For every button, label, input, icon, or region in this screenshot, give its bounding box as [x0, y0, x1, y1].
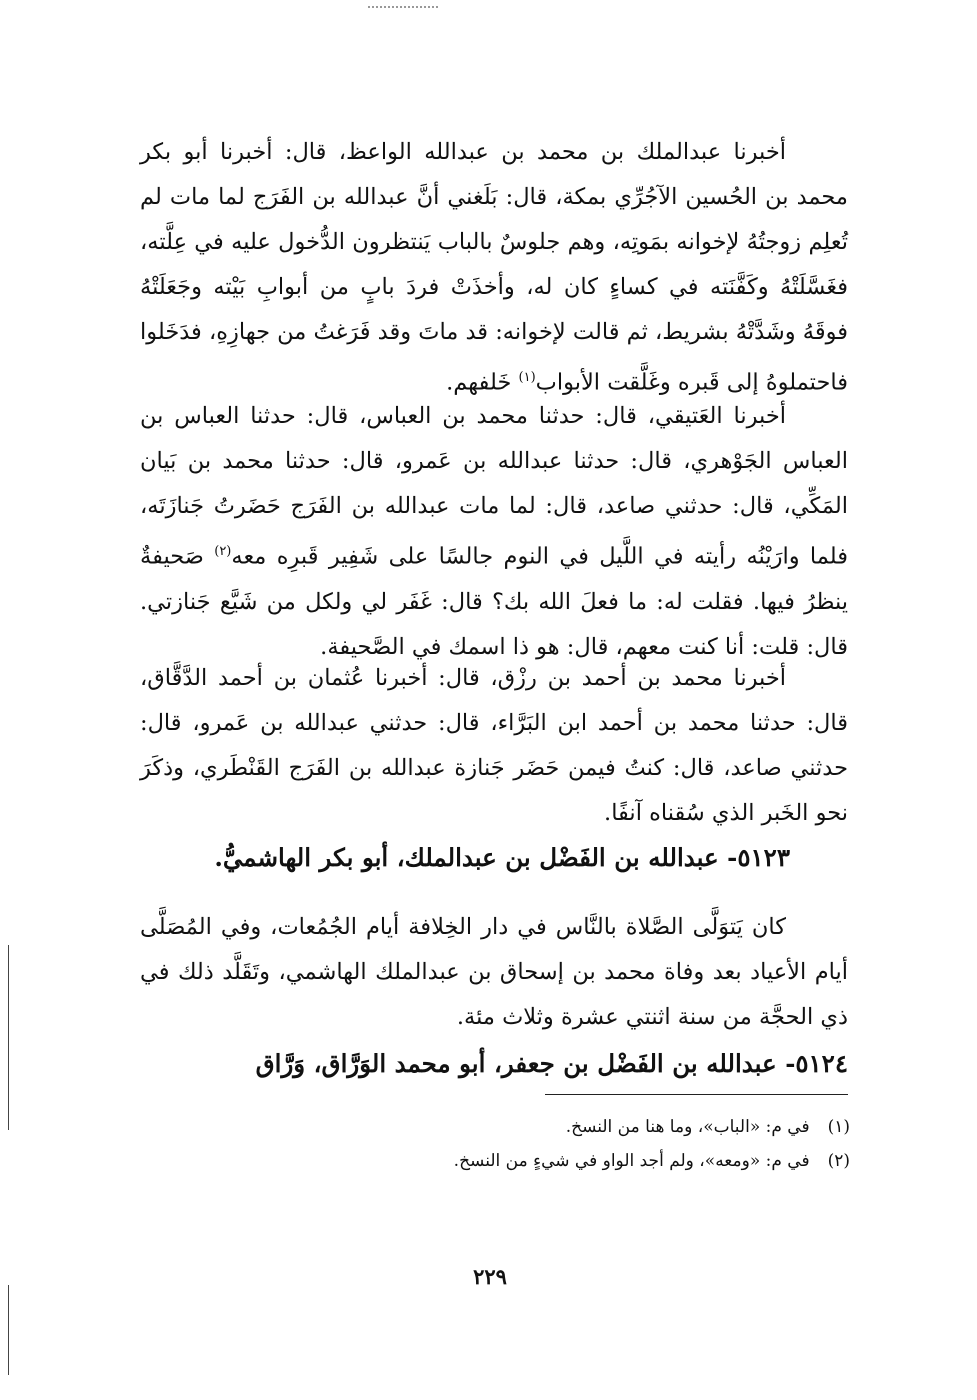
entry-heading-5123: ٥١٢٣- عبدالله بن الفَضْل بن عبدالملك، أبو بكر الهاشميُّ. [214, 843, 790, 872]
footnote-separator [545, 1094, 848, 1095]
paragraph-1-text: أخبرنا عبدالملك بن محمد بن عبدالله الواعظ، قال: أخبرنا أبو بكر محمد بن الحُسين الآجُرِّي بمكة، قال: بَلَغني أنَّ عبدالله بن الفَرَج لما مات لم تُعلِم زوجتُهُ لإخوانه بمَوتِه، وهم جلوسٌ بالباب يَنتظرون الدُّخول عليه في عِلَّته، فغَسَّلَتْهُ وكَفَّنَته في كساءٍ كان له، وأخذَتْ فردَ بابٍ من أبوابِ بَيْته وجَعَلَتْهُ فوقَهُ وشَدَّتْهُ بشريط، ثم قالت لإخوانه: قد ماتَ وقد فَرَغتُ من جهازِهِ، فدَخَلوا فاحتملوهُ إلى قَبره وغَلَّقت الأبواب [140, 139, 848, 396]
paragraph-1-end: خَلفهم. [446, 369, 519, 396]
footnote-text: في م: «الباب»، وما هنا من النسخ. [565, 1117, 810, 1137]
paragraph-2-text: أخبرنا العَتيقي، قال: حدثنا محمد بن العباس، قال: حدثنا العباس بن العباس الجَوْهري، قال: حدثنا عبدالله بن عَمرو، قال: حدثنا محمد بن بَيان المَكِّي، قال: حدثني صاعد، قال: لما مات عبدالله بن الفَرَج حَضَرتُ جَنازَتَه، فلما وارَيْنُه رأيته في اللَّيل في النوم جالسًا على شَفِير قَبرِه معه [140, 403, 848, 570]
paragraph-2-end: صَحيفةٌ ينظرُ فيها. فقلت له: ما فعلَ الله بك؟ قال: غَفَر لي ولكل من شَيَّع جَنازتي. قال: قلت: أنا كنت معهم، قال: هو ذا اسمك في الصَّحيفة. [140, 543, 848, 660]
paragraph-4: كان يَتوَلَّى الصَّلاة بالنَّاس في دار الخِلافة أيام الجُمُعات، وفي المُصَلَّى أيام الأعياد بعد وفاة محمد بن إسحاق بن عبدالملك الهاشمي، وتَقَلَّد ذلك في ذي الحجَّة من سنة اثنتي عشرة وثلاث مئة. [140, 914, 848, 1030]
paragraph-3: أخبرنا محمد بن أحمد بن رزْق، قال: أخبرنا عُثمان بن أحمد الدَّقَّاق، قال: حدثنا محمد بن أحمد ابن البَرَّاء، قال: حدثني عبدالله بن عَمرو، قال: حدثني صاعد، قال: كنتُ فيمن حَضَر جَنازة عبدالله بن الفَرَج القَنْطَري، وذكَرَ نحو الخَبر الذي سُقناه آنفًا. [140, 665, 848, 826]
footnote-ref-2: (٢) [214, 544, 232, 559]
scan-edge-line [8, 1285, 9, 1375]
footnote-number: (١) [827, 1117, 850, 1137]
footnote-1 [150, 1112, 850, 1142]
footnote-text: في م: «ومعه»، ولم أجد الواو في شيءٍ من النسخ. [453, 1151, 810, 1171]
paragraph-1 [140, 130, 848, 406]
footnote-number: (٢) [827, 1151, 850, 1171]
page-number: ٢٢٩ [473, 1264, 507, 1289]
entry-heading-5124: ٥١٢٤- عبدالله بن الفَضْل بن جعفر، أبو محمد الوَرَّاق، وَرَّاق [255, 1049, 848, 1078]
scan-edge-line [8, 945, 9, 1130]
paragraph-2 [140, 394, 848, 670]
scan-top-mark [368, 6, 438, 12]
footnote-2 [150, 1146, 850, 1176]
footnote-ref-1: (١) [518, 370, 536, 385]
